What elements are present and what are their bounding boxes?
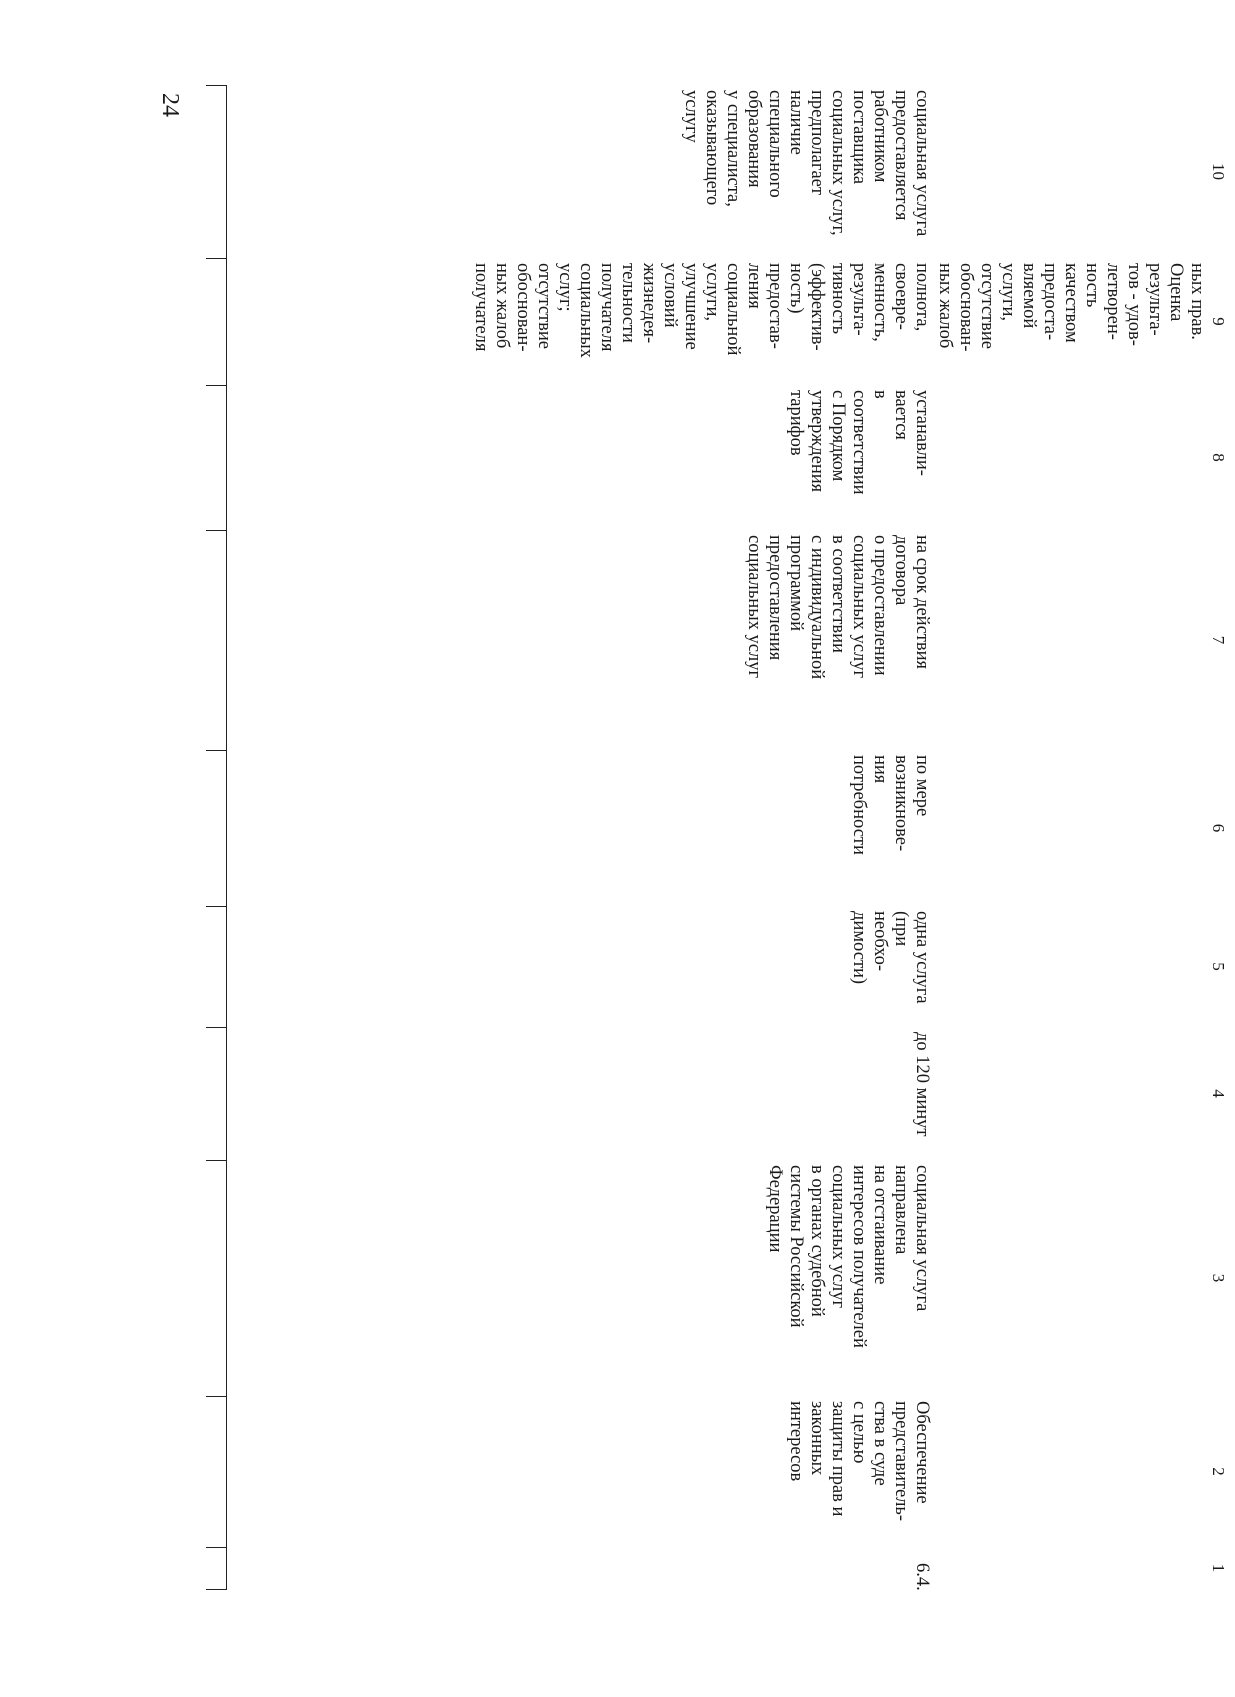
column-header: 8 <box>1209 453 1228 462</box>
column-header: 2 <box>1209 1467 1228 1476</box>
column-separator <box>206 906 226 907</box>
column-separator <box>206 750 226 751</box>
rotated-table <box>225 85 1235 1590</box>
table-cell: по мере возникнове- ния потребности <box>849 755 932 855</box>
column-separator <box>206 1589 226 1590</box>
table-cell: одна услуга (при необхо- димости) <box>849 911 932 1004</box>
table-cell: социальная услуга предоставляется работником поставщика социальных услуг, предполагает наличие специального образования у специалиста, оказывающего услугу <box>681 90 932 237</box>
table-cell: Обеспечение представитель- ства в суде с целью защиты прав и законных интересов <box>786 1401 932 1522</box>
column-separator <box>206 1160 226 1161</box>
column-separator <box>206 1396 226 1397</box>
column-separator <box>206 1547 226 1548</box>
table-cell: ных прав. Оценка результа- тов - удов- летворен- ность качеством предоста- вляемой услуги, отсутствие обоснован- ных жалоб <box>935 263 1207 352</box>
page-number: 24 <box>157 93 184 117</box>
table-cell: полнота, своевре- менность, результа- тивность (эффектив- ность) предостав- ления социальной услуги, улучшение условий жизнедея- тельности получателя социальных услуг; отсутствие обоснован- ных жалоб получателя <box>471 263 932 358</box>
column-separator <box>206 1027 226 1028</box>
column-header: 10 <box>1209 163 1228 180</box>
column-separator <box>206 530 226 531</box>
column-separator <box>206 85 226 86</box>
column-header: 1 <box>1209 1563 1228 1573</box>
row-number: 6.4. <box>912 1563 932 1591</box>
table-cell: до 120 минут <box>912 1032 932 1137</box>
column-header: 5 <box>1209 962 1228 971</box>
column-header: 6 <box>1209 823 1228 833</box>
table-cell: социальная услуга направлена на отстаивание интересов получателей социальных услуг в органах судебной системы Российской Федерации <box>765 1165 932 1348</box>
column-separator <box>206 385 226 386</box>
table-cell: на срок действия договора о предоставлении социальных услуг в соответствии с индивидуальной программой предоставления социальных услуг <box>744 535 932 680</box>
column-header: 7 <box>1209 635 1228 645</box>
column-header: 3 <box>1209 1273 1228 1283</box>
column-header: 4 <box>1209 1089 1228 1098</box>
column-separator <box>206 258 226 259</box>
table-cell: устанавли- вается в соответствии с Порядком утверждения тарифов <box>786 390 932 495</box>
column-header: 9 <box>1209 317 1228 326</box>
